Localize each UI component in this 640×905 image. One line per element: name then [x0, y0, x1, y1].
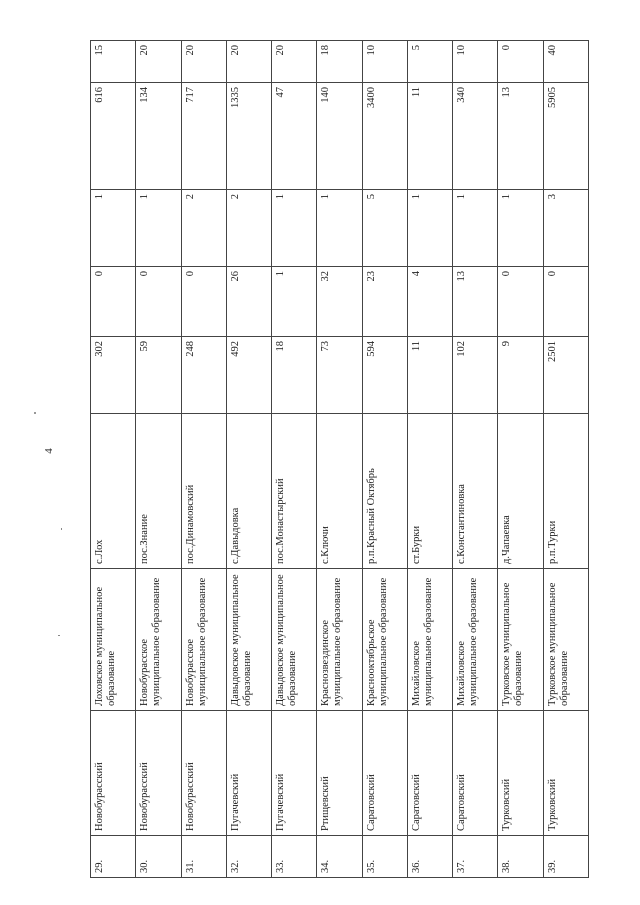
- value-cell-2: 26: [226, 267, 271, 337]
- value-cell-1: 248: [181, 337, 226, 414]
- value-cell-3: 1: [272, 190, 317, 267]
- value-cell-5: 15: [91, 41, 136, 83]
- scan-speck: [34, 412, 36, 414]
- row-number-cell: 29.: [91, 836, 136, 878]
- value-cell-3: 1: [453, 190, 498, 267]
- value-cell-4: 47: [272, 83, 317, 190]
- table-row: [498, 41, 543, 878]
- value-cell-3: 1: [91, 190, 136, 267]
- value-cell-1: 18: [272, 337, 317, 414]
- value-cell-1: 11: [407, 337, 452, 414]
- scan-speck: [61, 528, 62, 530]
- settlement-cell: с.Константиновка: [453, 414, 498, 569]
- table-row: [136, 41, 181, 878]
- municipality-cell: Краснооктябрьское муниципальное образование: [362, 569, 407, 711]
- value-cell-4: 717: [181, 83, 226, 190]
- row-number-cell: 36.: [407, 836, 452, 878]
- value-cell-1: 9: [498, 337, 543, 414]
- district-cell: Пугачевский: [272, 711, 317, 836]
- settlement-cell: с.Давыдовка: [226, 414, 271, 569]
- table-row: [407, 41, 452, 878]
- municipality-cell: Турковское муниципальное образование: [543, 569, 588, 711]
- settlement-cell: р.п.Турки: [543, 414, 588, 569]
- value-cell-4: 5905: [543, 83, 588, 190]
- row-number-cell: 37.: [453, 836, 498, 878]
- value-cell-4: 134: [136, 83, 181, 190]
- row-number-cell: 31.: [181, 836, 226, 878]
- value-cell-5: 0: [498, 41, 543, 83]
- municipality-cell: Новобурасское муниципальное образование: [136, 569, 181, 711]
- settlement-cell: с.Ключи: [317, 414, 362, 569]
- value-cell-2: 0: [543, 267, 588, 337]
- table-row: [91, 41, 136, 878]
- value-cell-2: 0: [181, 267, 226, 337]
- settlement-cell: с.Лох: [91, 414, 136, 569]
- value-cell-4: 3400: [362, 83, 407, 190]
- district-cell: Новобурасский: [91, 711, 136, 836]
- district-cell: Пугачевский: [226, 711, 271, 836]
- table-row: [181, 41, 226, 878]
- municipality-cell: Давыдовское муниципальное образование: [272, 569, 317, 711]
- district-cell: Новобурасский: [136, 711, 181, 836]
- value-cell-5: 20: [272, 41, 317, 83]
- row-number-cell: 38.: [498, 836, 543, 878]
- row-number-cell: 39.: [543, 836, 588, 878]
- district-cell: Саратовский: [453, 711, 498, 836]
- value-cell-3: 2: [181, 190, 226, 267]
- district-cell: Саратовский: [362, 711, 407, 836]
- value-cell-1: 102: [453, 337, 498, 414]
- value-cell-1: 492: [226, 337, 271, 414]
- value-cell-5: 20: [181, 41, 226, 83]
- value-cell-1: 73: [317, 337, 362, 414]
- table-row: [543, 41, 588, 878]
- value-cell-2: 23: [362, 267, 407, 337]
- district-cell: Турковский: [543, 711, 588, 836]
- municipality-cell: Новобурасское муниципальное образование: [181, 569, 226, 711]
- value-cell-2: 0: [136, 267, 181, 337]
- value-cell-2: 13: [453, 267, 498, 337]
- municipality-cell: Краснозвездинское муниципальное образование: [317, 569, 362, 711]
- value-cell-1: 594: [362, 337, 407, 414]
- value-cell-3: 1: [498, 190, 543, 267]
- value-cell-2: 1: [272, 267, 317, 337]
- settlement-cell: р.п.Красный Октябрь: [362, 414, 407, 569]
- value-cell-3: 1: [136, 190, 181, 267]
- value-cell-3: 3: [543, 190, 588, 267]
- page-number: 4: [42, 448, 55, 454]
- settlements-table: [90, 40, 589, 878]
- district-cell: Новобурасский: [181, 711, 226, 836]
- value-cell-1: 2501: [543, 337, 588, 414]
- municipality-cell: Лоховское муниципальное образование: [91, 569, 136, 711]
- table-row: [272, 41, 317, 878]
- table-row: [362, 41, 407, 878]
- row-number-cell: 32.: [226, 836, 271, 878]
- value-cell-3: 1: [317, 190, 362, 267]
- municipality-cell: Михайловское муниципальное образование: [453, 569, 498, 711]
- district-cell: Ртищевский: [317, 711, 362, 836]
- value-cell-2: 0: [498, 267, 543, 337]
- value-cell-3: 2: [226, 190, 271, 267]
- value-cell-5: 20: [226, 41, 271, 83]
- table-row: [453, 41, 498, 878]
- municipality-cell: Давыдовское муниципальное образование: [226, 569, 271, 711]
- value-cell-2: 0: [91, 267, 136, 337]
- value-cell-5: 20: [136, 41, 181, 83]
- row-number-cell: 34.: [317, 836, 362, 878]
- district-cell: Саратовский: [407, 711, 452, 836]
- settlement-cell: пос.Динамовский: [181, 414, 226, 569]
- settlement-cell: д.Чапаевка: [498, 414, 543, 569]
- value-cell-4: 13: [498, 83, 543, 190]
- table-row: [317, 41, 362, 878]
- value-cell-1: 59: [136, 337, 181, 414]
- settlement-cell: ст.Бурки: [407, 414, 452, 569]
- value-cell-4: 616: [91, 83, 136, 190]
- value-cell-4: 1335: [226, 83, 271, 190]
- settlement-cell: пос.Монастырский: [272, 414, 317, 569]
- district-cell: Турковский: [498, 711, 543, 836]
- document-table-container: [90, 41, 589, 878]
- value-cell-3: 5: [362, 190, 407, 267]
- row-number-cell: 35.: [362, 836, 407, 878]
- municipality-cell: Турковское муниципальное образование: [498, 569, 543, 711]
- table-row: [226, 41, 271, 878]
- value-cell-2: 32: [317, 267, 362, 337]
- settlement-cell: пос.Знание: [136, 414, 181, 569]
- row-number-cell: 33.: [272, 836, 317, 878]
- scan-speck: [58, 635, 60, 636]
- value-cell-5: 40: [543, 41, 588, 83]
- value-cell-3: 1: [407, 190, 452, 267]
- value-cell-4: 140: [317, 83, 362, 190]
- value-cell-4: 340: [453, 83, 498, 190]
- row-number-cell: 30.: [136, 836, 181, 878]
- municipality-cell: Михайловское муниципальное образование: [407, 569, 452, 711]
- value-cell-1: 302: [91, 337, 136, 414]
- value-cell-5: 10: [453, 41, 498, 83]
- value-cell-4: 11: [407, 83, 452, 190]
- value-cell-5: 5: [407, 41, 452, 83]
- value-cell-5: 18: [317, 41, 362, 83]
- value-cell-5: 10: [362, 41, 407, 83]
- value-cell-2: 4: [407, 267, 452, 337]
